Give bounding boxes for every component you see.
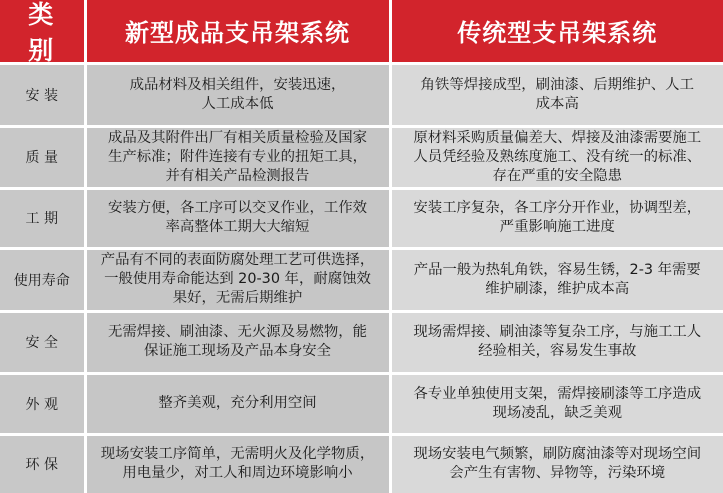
old-system-safety: 现场需焊接、刷油漆等复杂工序，与施工工人 经验相关，容易发生事故 bbox=[392, 313, 723, 372]
new-system-lifespan: 产品有不同的表面防腐处理工艺可供选择， 一般使用寿命能达到 20-30 年，耐腐蚀效 果好，无需后期维护 bbox=[87, 250, 389, 310]
row-label-lifespan: 使用寿命 bbox=[0, 250, 84, 310]
old-system-quality: 原材料采购质量偏差大、焊接及油漆需要施工 人员凭经验及熟练度施工、没有统一的标准、 存在严重的安全隐患 bbox=[392, 128, 723, 187]
row-label-appearance: 外 观 bbox=[0, 375, 84, 433]
header-new-system: 新型成品支吊架系统 bbox=[87, 0, 389, 62]
row-label-quality: 质 量 bbox=[0, 128, 84, 187]
header-old-system: 传统型支吊架系统 bbox=[392, 0, 723, 62]
new-system-appearance: 整齐美观，充分利用空间 bbox=[87, 375, 389, 433]
header-category: 类 别 bbox=[0, 0, 84, 62]
old-system-lifespan: 产品一般为热轧角铁，容易生锈，2-3 年需要 维护刷漆，维护成本高 bbox=[392, 250, 723, 310]
row-label-safety: 安 全 bbox=[0, 313, 84, 372]
old-system-schedule: 安装工序复杂，各工序分开作业，协调型差， 严重影响施工进度 bbox=[392, 190, 723, 247]
row-label-install: 安 装 bbox=[0, 65, 84, 125]
new-system-quality: 成品及其附件出厂有相关质量检验及国家 生产标准；附件连接有专业的扭矩工具， 并有相关产品检测报告 bbox=[87, 128, 389, 187]
new-system-environment: 现场安装工序简单，无需明火及化学物质， 用电量少，对工人和周边环境影响小 bbox=[87, 436, 389, 493]
old-system-appearance: 各专业单独使用支架，需焊接刷漆等工序造成 现场凌乱，缺乏美观 bbox=[392, 375, 723, 433]
new-system-schedule: 安装方便，各工序可以交叉作业，工作效 率高整体工期大大缩短 bbox=[87, 190, 389, 247]
new-system-safety: 无需焊接、刷油漆、无火源及易燃物，能 保证施工现场及产品本身安全 bbox=[87, 313, 389, 372]
old-system-environment: 现场安装电气频繁，刷防腐油漆等对现场空间 会产生有害物、异物等，污染环境 bbox=[392, 436, 723, 493]
old-system-install: 角铁等焊接成型，刷油漆、后期维护、人工 成本高 bbox=[392, 65, 723, 125]
row-label-schedule: 工 期 bbox=[0, 190, 84, 247]
row-label-environment: 环 保 bbox=[0, 436, 84, 493]
new-system-install: 成品材料及相关组件，安装迅速， 人工成本低 bbox=[87, 65, 389, 125]
